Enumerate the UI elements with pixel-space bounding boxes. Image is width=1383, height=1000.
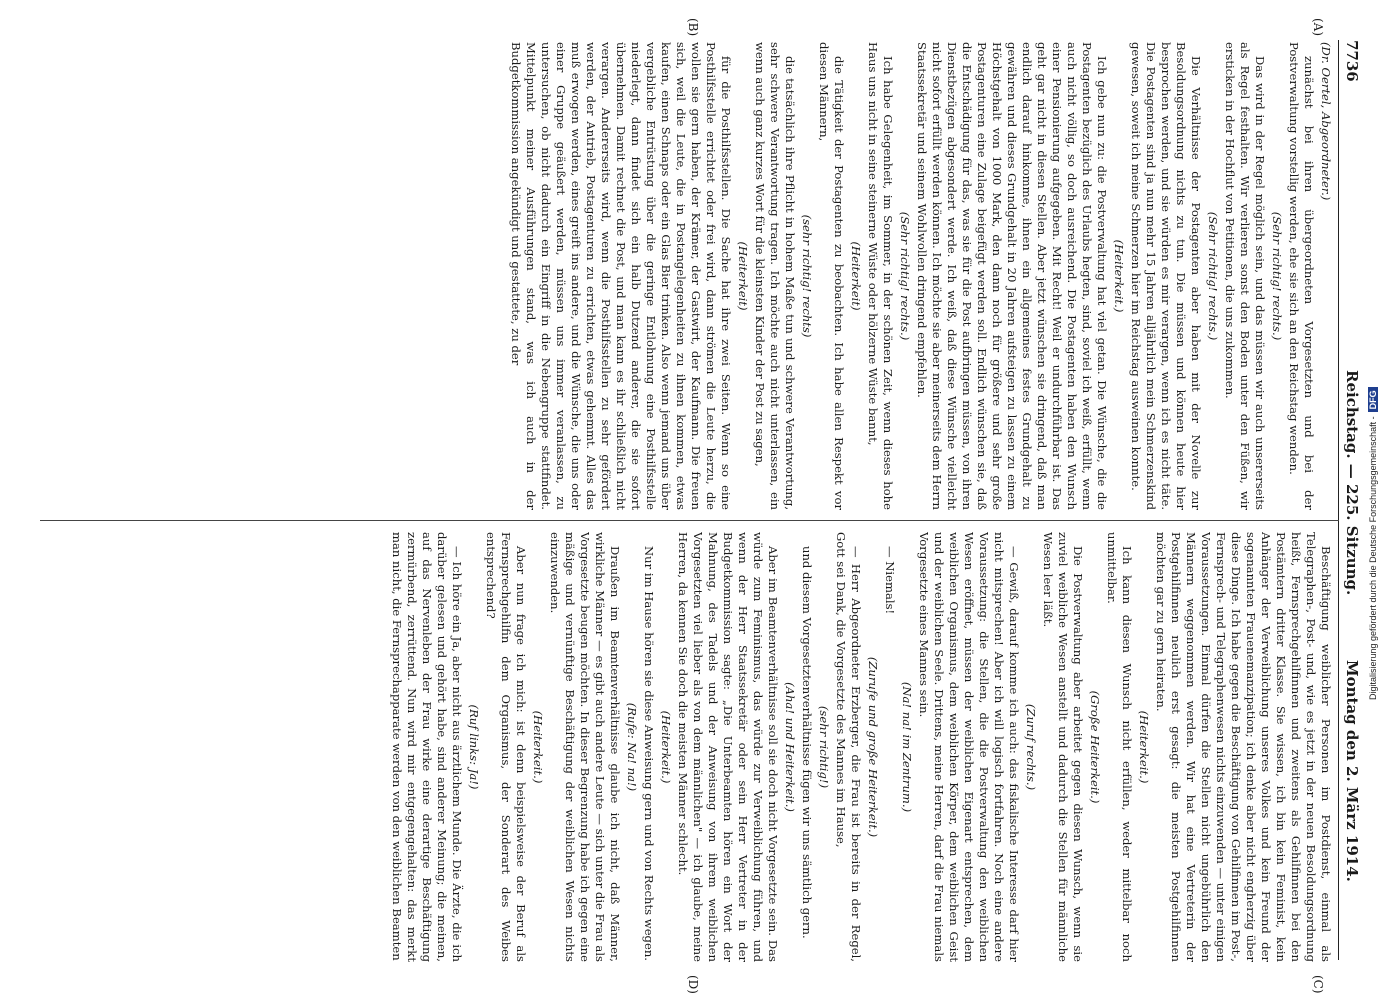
digitization-credit	[1368, 387, 1378, 700]
margin-mark-b: (B)	[686, 18, 700, 37]
paragraph: Das wird in der Regel möglich sein, und das müssen wir auch unsererseits als Regel festhalten. Wir verlieren sonst den Boden unter den Füßen, wir ersticken in der Hochflut von Petitionen, die uns zukommen.	[1223, 42, 1267, 510]
paragraph: zunächst bei ihren übergeordneten Vorgesetzten und bei der Postverwaltung vorstellig werden, ehe sie sich an den Reichstag wenden.	[1287, 42, 1316, 510]
paragraph: Aber im Beamtenverhältnisse soll sie doch nicht Vorgesetzte sein. Das würde zum Feminismus, das würde zur Verweiblichung führen, und wenn der Herr Staatssekretär oder sein Herr Vertreter in der Budgetkommission sagte: „Die Unterbeamten hören ein Wort der Mahnung, des Tadels und der Anweisung von ihrem weiblichen Vorgesetzten viel lieber als von dem männlichen" — ich glaube, meine Herren, da kennen Sie doch die meisten Männer schlecht.	[676, 532, 780, 962]
interjection: (Heiterkeit.)	[1112, 239, 1126, 313]
paragraph: Die Verhältnisse der Postagenten aber haben mit der Novelle zur Besoldungsordnung nichts zu tun. Die müssen und können heute hier besprochen werden, und sie würden es mir verargen, wenn ich es nicht täte. Die Postagenten sind ja nun mehr 15 Jahren alljährlich mein Schmerzenskind gewesen, soweit ich meine Schmerzen hier im Reichstag ausweinen konnte.	[1129, 42, 1203, 510]
margin-mark-d: (D)	[686, 975, 700, 994]
paragraph: Draußen im Beamtenverhältnisse glaube ich nicht, daß Männer, wirkliche Männer — es gibt auch andere Leute — sich unter die Frau als Vorgesetzte beugen möchten. In dieser Begrenzung habe ich gegen eine mäßige und vernünftige Beschäftigung der weiblichen Wesen nichts einzuwenden.	[548, 532, 622, 962]
interjection: (Heiterkeit.)	[659, 710, 673, 784]
paragraph: Aber nun frage ich mich: ist denn beispielsweise der Beruf als Fernsprechgehilfin dem Organismus, der Sonderart des Weibes entsprechend?	[484, 532, 528, 962]
interjection: (Ruf links: Ja!)	[467, 704, 481, 790]
paragraph: Ich habe Gelegenheit, im Sommer, in der schönen Zeit, wenn dieses hohe Haus uns nicht in seine steinerne Wüste oder hölzerne Wüste bannt,	[866, 42, 895, 510]
paragraph: für die Posthilfsstellen. Die Sache hat ihre zwei Seiten. Wenn so eine Posthilfsstelle errichtet oder frei wird, dann strömen die Leute herzu, die wollen sie gern haben, der Krämer, der Gastwirt, der Kaufmann. Die freuen sich, weil die Leute, die in Postangelegenheiten zu ihnen kommen, etwas kaufen, einen Schnaps oder ein Glas Bier trinken. Also wenn jemand uns über vergebliche Entrüstung über die geringe Entlohnung eine Posthilfsstelle niederlegt, dann findet sich ein halb Dutzend anderer, die sie sofort übernehmen. Damit rechnet die Post, und man kann es ihr schließlich nicht verargen. Andererseits wird, wenn die Posthilfsstellen zu sehr gefördert werden, der Antrieb, Postagenturen zu errichten, etwas gehemmt. Alles das muß erwogen werden, eines greift ins andere, und die Wünsche, die uns oder einer Gruppe geäußert werden, müssen uns immer veranlassen, zu untersuchen, ob nicht dadurch ein Eingriff in die Nebengruppe stattfindet. Mittelpunkt meiner Ausführungen stand, was ich auch in der Budgetkommission angekündigt und gestattete, zu der	[509, 42, 733, 510]
right-text-column	[40, 532, 1333, 962]
interjection: (Heiterkeit)	[736, 241, 750, 311]
left-text-column	[40, 42, 1333, 510]
paragraph: Ich kann diesen Wunsch nicht erfüllen, weder mittelbar noch unmittelbar.	[1105, 532, 1134, 962]
interjection: (Große Heiterkeit.)	[1088, 690, 1102, 804]
interjection: (Heiterkeit.)	[531, 710, 545, 784]
interjection: (Aha! und Heiterkeit.)	[783, 682, 797, 812]
paragraph: Nur im Hause hören sie diese Anweisung gern und von Rechts wegen.	[642, 546, 656, 961]
speaker-note: (Dr. Oertel, Abgeordneter.)	[1319, 42, 1333, 201]
interjection: (Heiterkeit)	[849, 241, 863, 311]
paragraph: die Tätigkeit der Postagenten zu beobachten. Ich habe allen Respekt vor diesen Männern,	[817, 42, 846, 510]
column-divider	[40, 520, 1339, 521]
margin-mark-a: (A)	[1311, 18, 1325, 37]
margin-mark-c: (C)	[1311, 975, 1325, 994]
dfg-logo: DFG	[1368, 387, 1378, 412]
paragraph: — Gewiß, darauf komme ich auch: das fiskalische Interesse darf hier nicht mitsprechen! Aber ich will logisch fortfahren. Noch eine andere Voraussetzung: die Stellen, die die Postverwaltung den weiblichen Wesen eröffnet, müssen der weiblichen Eigenart entsprechen, dem weiblichen Organismus, dem weiblichen Körper, dem weiblichen Geist und der weiblichen Seele. Drittens, meine Herren, darf die Frau niemals Vorgesetzte eines Mannes sein.	[917, 532, 1021, 962]
interjection: (Sehr richtig! rechts.)	[1206, 211, 1220, 341]
interjection: (Zuruf rechts.)	[1024, 703, 1038, 791]
paragraph: — Ich höre ein Ja, aber nicht aus ärztlichem Munde. Die Ärzte, die ich darüber gelesen und gehört habe, sind anderer Meinung; die meinen, auf das Nervenleben der Frau wirke eine derartige Beschäftigung zermürbend, zerrüttend. Nun wird mir entgegengehalten: das merkt man nicht, die Fernsprechapparate werden von den weiblichen Beamten	[390, 532, 464, 962]
paragraph: — Niemals!	[883, 546, 897, 615]
credit-text: Digitalisierung gefördert durch die Deutsche Forschungsgemeinschaft -	[1368, 416, 1378, 700]
interjection: (Heiterkeit.)	[1137, 710, 1151, 784]
interjection: (sehr richtig! rechts)	[800, 214, 814, 338]
paragraph: und diesem Vorgesetztenverhältnisse fügen wir uns sämtlich gern.	[800, 546, 814, 939]
interjection: (Sehr richtig! rechts.)	[898, 211, 912, 341]
paragraph: Ich gebe nun zu: die Postverwaltung hat viel getan. Die Wünsche, die die Postagenten bezüglich des Urlaubs hegten, sind, soviel ich weiß, erfüllt, wenn auch nicht völlig, so doch ausreichend. Die Postagenten haben den Wunsch einer Pensionierung aufgegeben. Mit Recht! Weil er undurchführbar ist. Das geht gar nicht in diesen Stellen. Aber jetzt wünschen sie dringend, daß man endlich darauf hinkomme, ihnen ein allgemeines festes Grundgehalt zu gewähren und dieses Grundgehalt in 20 Jahren aufsteigen zu lassen zu einem Höchstgehalt von 1000 Mark, den dann noch für größere und sehr große Postagenturen eine Zulage beigefügt werden soll. Endlich wünschen sie, daß die Entschädigung für das, was sie für die Post aufbringen müssen, von ihren Dienstbezügen abgesondert werde. Ich weiß, daß diese Wünsche vielleicht nicht sofort erfüllt werden können. Ich möchte sie aber meinerseits dem Herrn Staatssekretär und seinem Wohlwollen dringend empfehlen.	[915, 42, 1109, 510]
paragraph: Beschäftigung weiblicher Personen im Postdienst, einmal als Telegraphen-, Post- und, wie es jetzt in der neuen Besoldungsordnung heißt, Fernsprechgehilfinnen und zweitens als Gehilfinnen bei den Postämtern dritter Klasse. Sie wissen, ich bin kein Feminist, kein Anhänger der Verweiblichung unseres Volkes und kein Freund der sogenannten Frauenemanzipation; ich denke aber nicht engherzig über diese Dinge. Ich habe gegen die Beschäftigung von Gehilfinnen im Post-, Fernsprech- und Telegraphenwesen nichts einzuwenden — unter einigen Voraussetzungen. Einmal dürfen die Stellen nicht ungebührlich den Männern weggenommen werden. Wir hat eine Vertreterin der Postgehilfinnen neulich erst gesagt: die meisten Postgehilfinnen möchten gar zu gern heiraten.	[1154, 532, 1333, 962]
interjection: (Rufe: Na! na!)	[625, 702, 639, 792]
paragraph: — Herr Abgeordneter Erzberger, die Frau ist bereits in der Regel, Gott sei Dank, die Vorgesetzte des Mannes im Hause,	[834, 532, 863, 962]
interjection: (sehr richtig!)	[817, 705, 831, 789]
header-rule	[1338, 40, 1339, 960]
interjection: (Na! na! im Zentrum.)	[900, 681, 914, 813]
interjection: (Zurufe und große Heiterkeit.)	[866, 656, 880, 838]
paragraph: die tatsächlich ihre Pflicht in hohem Maße tun und schwere Verantwortung, sehr schwere Verantwortung tragen. Ich möchte auch nicht unterlassen, ein wenn auch ganz kurzes Wort für die kleinsten Kinder der Post zu sagen,	[753, 42, 797, 510]
page-number: 7736	[1343, 40, 1361, 82]
session-title: Reichstag. — 225. Sitzung.	[1343, 370, 1361, 596]
paragraph: Die Postverwaltung aber arbeitet gegen diesen Wunsch, wenn sie zuviel weibliche Wesen anstellt und dadurch die Stellen für männliche Wesen leer läßt.	[1041, 532, 1085, 962]
interjection: (Sehr richtig! rechts.)	[1270, 211, 1284, 341]
session-date: Montag den 2. März 1914.	[1343, 660, 1361, 882]
